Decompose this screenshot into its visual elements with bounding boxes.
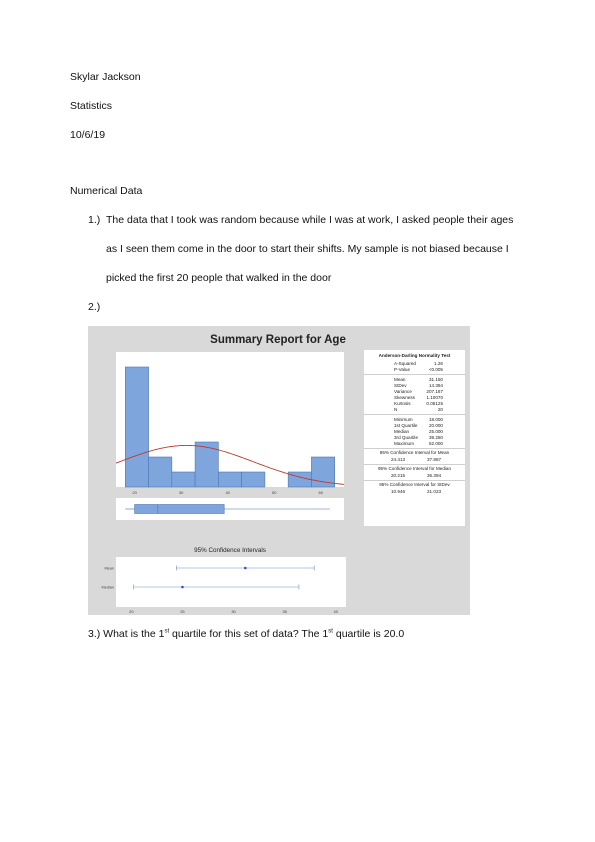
stat-value: 1.26: [434, 361, 443, 366]
ci-tick-label: 25: [180, 609, 185, 614]
ci-median-row: [364, 473, 465, 479]
author-name: Skylar Jackson: [70, 71, 141, 83]
ci-low: 10.946: [391, 489, 406, 494]
ci-tick-label: 20: [129, 609, 134, 614]
ci-tick-label: 30: [231, 609, 236, 614]
question-3-suffix: quartile is 20.0: [332, 628, 405, 640]
stat-value: 0.05125: [426, 401, 443, 406]
stat-value: <0.005: [428, 367, 443, 372]
ci-mean-row: [364, 457, 465, 463]
question-3-superscript-1: st: [164, 628, 170, 635]
ci-tick-label: 35: [282, 609, 287, 614]
boxplot-box: [135, 505, 225, 514]
stat-value: 20.000: [428, 423, 443, 428]
histogram-tick-label: 50: [271, 490, 277, 495]
ci-stdev-title: 95% Confidence Interval for StDev: [379, 482, 450, 487]
question-3-prefix: 3.) What is the 1: [88, 628, 165, 640]
document-date: 10/6/19: [70, 129, 106, 141]
ci-low: 24.413: [391, 457, 406, 462]
histogram-bar: [242, 472, 265, 487]
stat-label: N: [394, 407, 398, 412]
ci-point: [181, 586, 184, 589]
stat-label: A-Squared: [394, 361, 416, 366]
stat-value: 31.150: [428, 377, 443, 382]
ci-mean-title: 95% Confidence Interval for Mean: [379, 450, 450, 455]
stat-row: [364, 367, 465, 373]
stat-label: Maximum: [394, 441, 414, 446]
ci-median-title: 95% Confidence Interval for Median: [377, 466, 452, 471]
statistics-panel: [364, 350, 465, 526]
summary-report-figure: [88, 326, 470, 615]
course-name: Statistics: [70, 100, 113, 112]
stat-value: 14.394: [428, 383, 443, 388]
histogram-bar: [311, 457, 334, 487]
item-1-line-1: The data that I took was random because while I was at work, I asked people their ages: [106, 214, 514, 226]
stat-value: 207.187: [426, 389, 443, 394]
ci-low: 20.215: [391, 473, 406, 478]
stat-label: Median: [394, 429, 410, 434]
ci-high: 21.023: [427, 489, 442, 494]
histogram-bar: [172, 472, 195, 487]
stat-row: [364, 441, 465, 447]
stat-label: Variance: [394, 389, 412, 394]
item-number-2: 2.): [88, 301, 101, 313]
histogram-tick-label: 20: [132, 490, 137, 495]
histogram-bar: [218, 472, 241, 487]
question-3: [88, 628, 404, 640]
ci-chart-title: 95% Confidence Intervals: [194, 547, 266, 554]
ci-stdev-row: [364, 489, 465, 495]
histogram-bar: [149, 457, 172, 487]
stat-label: Mean: [394, 377, 406, 382]
stat-value: 1.10070: [426, 395, 443, 400]
question-3-superscript-2: st: [328, 628, 333, 635]
histogram-bar: [288, 472, 311, 487]
item-1-line-2: as I seen them come in the door to start their shifts. My sample is not biased because I: [106, 243, 509, 255]
section-title: Numerical Data: [70, 185, 143, 197]
normality-test-title: Anderson-Darling Normality Test: [378, 353, 451, 358]
stat-label: P-Value: [394, 367, 411, 372]
histogram-bar: [125, 367, 148, 487]
stat-label: Kurtosis: [394, 401, 411, 406]
ci-series-label: Median: [101, 585, 114, 590]
stat-value: 20: [437, 407, 443, 412]
stat-label: StDev: [394, 383, 407, 388]
stat-value: 62.000: [428, 441, 443, 446]
divider: [364, 374, 465, 375]
question-3-middle: quartile for this set of data? The 1: [169, 628, 329, 640]
stat-value: 39.250: [428, 435, 443, 440]
ci-high: 36.394: [427, 473, 442, 478]
ci-tick-label: 40: [333, 609, 339, 614]
stat-label: Minimum: [394, 417, 413, 422]
divider: [364, 414, 465, 415]
stat-row: [364, 407, 465, 413]
item-number-1: 1.): [88, 214, 101, 226]
chart-title: Summary Report for Age: [210, 334, 346, 346]
stat-label: 1st Quartile: [394, 423, 418, 428]
histogram-tick-label: 30: [178, 490, 184, 495]
divider: [364, 464, 465, 465]
item-1-line-3: picked the first 20 people that walked in the door: [106, 272, 332, 284]
stat-value: 18.000: [428, 417, 443, 422]
stat-value: 25.000: [428, 429, 443, 434]
ci-point: [244, 567, 247, 570]
histogram-tick-label: 40: [225, 490, 230, 495]
ci-high: 37.887: [427, 457, 442, 462]
stat-label: 3rd Quartile: [394, 435, 419, 440]
stat-label: Skewness: [394, 395, 415, 400]
divider: [364, 480, 465, 481]
histogram-tick-label: 60: [318, 490, 323, 495]
divider: [364, 448, 465, 449]
ci-series-label: Mean: [104, 566, 114, 571]
ci-plot-area: [116, 557, 346, 607]
